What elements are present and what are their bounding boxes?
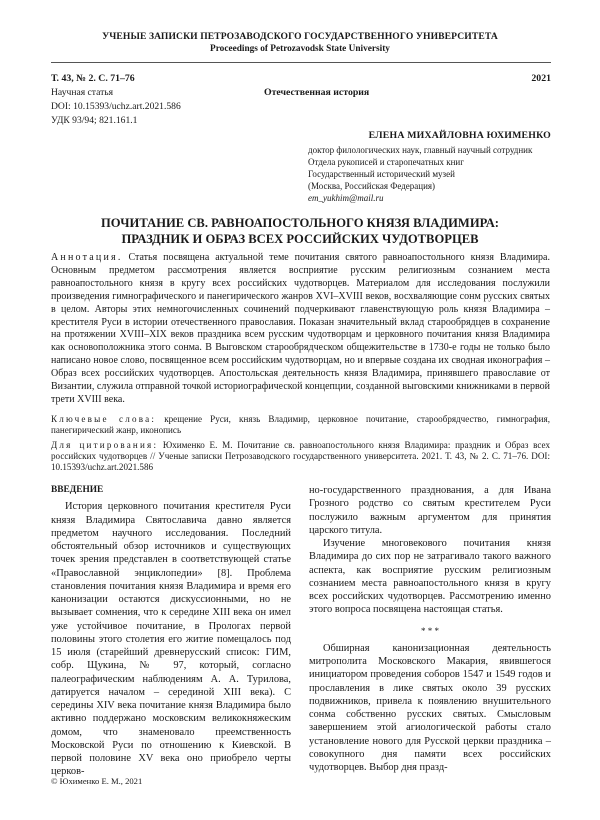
keywords-label: Ключевые слова:	[51, 414, 157, 424]
keywords-text: крещение Руси, князь Владимир, церковное почитание, старообрядчество, гимнография, панегирический жанр, иконопись	[51, 414, 550, 435]
body-column-right	[309, 484, 551, 774]
affiliation-line: Государственный исторический музей	[308, 169, 455, 179]
section-separator: * * *	[421, 625, 439, 636]
affiliation-line: (Москва, Российская Федерация)	[308, 181, 436, 191]
author-email[interactable]: em_yukhim@mail.ru	[308, 193, 384, 203]
journal-title-ru: УЧЕНЫЕ ЗАПИСКИ ПЕТРОЗАВОДСКОГО ГОСУДАРСТВЕННОГО УНИВЕРСИТЕТА	[102, 31, 498, 42]
author-name: ЕЛЕНА МИХАЙЛОВНА ЮХИМЕНКО	[368, 130, 551, 141]
section-heading: ВВЕДЕНИЕ	[51, 485, 104, 495]
rubric: Отечественная история	[264, 87, 370, 98]
citation	[51, 440, 550, 473]
header-divider	[51, 62, 551, 63]
abstract	[51, 252, 550, 407]
publication-year: 2021	[531, 73, 551, 84]
article-title	[0, 215, 600, 247]
abstract-text: Статья посвящена актуальной теме почитания святого равноапостольного князя Владимира. Основным предметом рассмотрения является восприятие русским религиозным сознанием места равноапостольного князя в кругу всех российских чудотворцев. Материалом для исследования послужили произведения гимнографического и панегирического жанров XVI–XVIII веков, восхваляющие сонм русских святых в целом. Авторы этих немногочисленных сочинений подчеркивают главенствующую роль князя Владимира – крестителя Руси в истории отечественного православия. Показан значительный вклад старообрядцев в сохранение на протяжении XVIII–XIX веков праздника всем русским чудотворцам и церковного почитания князя Владимира как основоположника этого сонма. В Выговском старообрядческом общежительстве в 1730-е годы не только было написано новое слово, посвященное всем российским чудотворцам, но и впервые создана их сводная иконография – Образ всех российских чудотворцев. Апостольская деятельность князя Владимира, принявшего православие от Византии, служила отправной точкой историографической концепции, созданной выговскими книжниками в первой трети XVIII века.	[51, 252, 550, 405]
citation-text: Юхименко Е. М. Почитание св. равноапостольного князя Владимира: праздник и Образ всех российских чудотворцев // Ученые записки Петрозаводского государственного университета. 2021. Т. 43, № 2. С. 71–76. DOI: 10.15393/uchz.art.2021.586	[51, 440, 550, 472]
citation-label: Для цитирования:	[51, 440, 159, 450]
body-paragraph: Обширная канонизационная деятельность митрополита Московского Макария, явившегося инициатором проведения соборов 1547 и 1549 годов и прославления в лике святых около 39 русских подвижников, привела к появлению внушительного сонма собственно русских святых. Смысловым завершением этой агиологической работы стало установление нового для Русской церкви праздника – совокупного дня памяти всех российских чудотворцев. Выбор дня празд-	[309, 642, 551, 773]
title-line-2: ПРАЗДНИК И ОБРАЗ ВСЕХ РОССИЙСКИХ ЧУДОТВОРЦЕВ	[121, 232, 479, 246]
affiliation-line: Отдела рукописей и старопечатных книг	[308, 157, 464, 167]
article-type: Научная статья	[51, 87, 114, 98]
body-column-left	[51, 484, 291, 779]
affiliation-line: доктор филологических наук, главный научный сотрудник	[308, 145, 533, 155]
body-paragraph: Изучение многовекового почитания князя Владимира до сих пор не затрагивало такого важного аспекта, как восприятие русским религиозным сознанием места равноапостольного князя в кругу всех российских чудотворцев. Рассмотрению именно этого вопроса посвящена настоящая статья.	[309, 538, 551, 616]
keywords	[51, 414, 550, 436]
copyright-notice: © Юхименко Е. М., 2021	[51, 776, 143, 786]
udk: УДК 93/94; 821.161.1	[51, 115, 138, 126]
author-affiliation	[308, 144, 532, 204]
volume-info: Т. 43, № 2. С. 71–76	[51, 73, 135, 84]
journal-title-en: Proceedings of Petrozavodsk State University	[210, 44, 390, 54]
body-paragraph: но-государственного празднования, а для Ивана Грозного родство со святым крестителем Руси послужило важным аргументом для принятия царского титула.	[309, 485, 551, 536]
title-line-1: ПОЧИТАНИЕ СВ. РАВНОАПОСТОЛЬНОГО КНЯЗЯ ВЛАДИМИРА:	[101, 216, 499, 230]
body-paragraph: История церковного почитания крестителя Руси князя Владимира Святославича давно является предметом научного исследования. Последний обстоятельный обзор источников и существующих точек зрения представлен в соответствующей статье «Православной энциклопедии» [8]. Проблема становления почитания князя Владимира и время его канонизации остаются дискуссионными, но не вызывает сомнения, что к середине XIII века он имел уже устойчивое почитание, в Прологах первой половины этого столетия его житие помещалось под 15 июля (старейший древнерусский список: ГИМ, собр. Щукина, № 97, который, согласно палеографическим наблюдениям А. А. Турилова, датируется началом – серединой XIII века). С середины XIV века почитание князя Владимира было активно поддержано московским великокняжеским домом, что знаменовало преемственность Московской Руси по отношению к Киевской. В первой половине XV века оно приобрело черты церков-	[51, 501, 291, 778]
abstract-label: Аннотация.	[51, 252, 123, 263]
doi: DOI: 10.15393/uchz.art.2021.586	[51, 101, 181, 112]
